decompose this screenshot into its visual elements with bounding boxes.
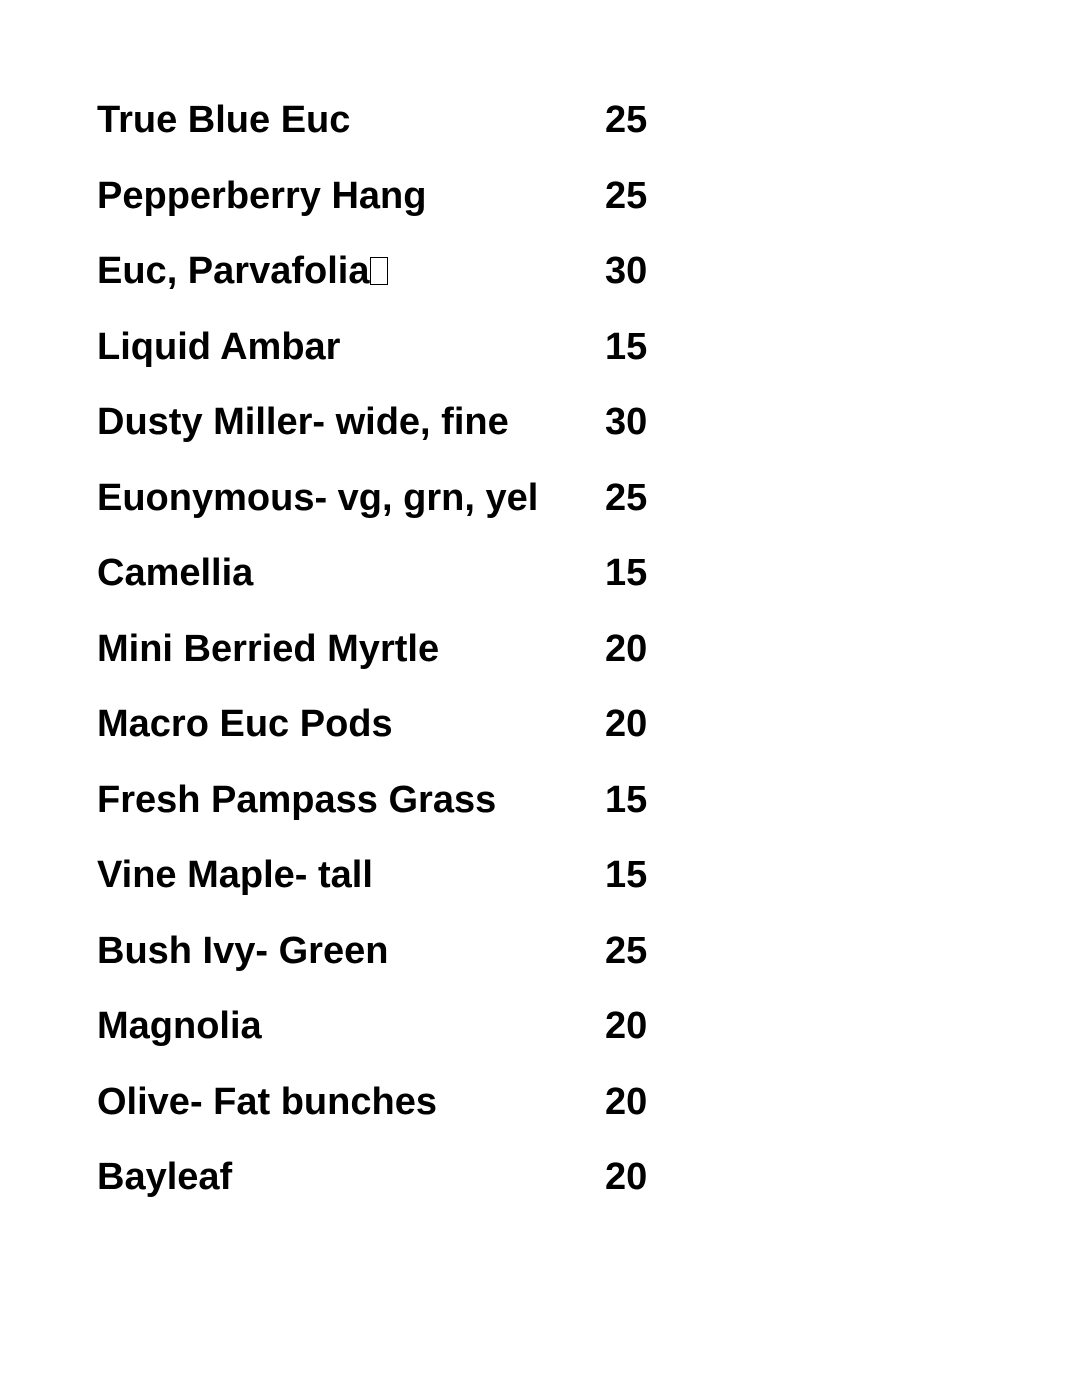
item-price: 15	[605, 325, 648, 368]
item-price: 25	[605, 174, 648, 217]
list-item	[97, 775, 697, 851]
list-item	[97, 548, 697, 624]
item-price: 15	[605, 778, 648, 821]
item-price: 25	[605, 929, 648, 972]
item-name: Magnolia	[97, 1005, 262, 1047]
list-item	[97, 322, 697, 398]
list-item	[97, 1152, 697, 1228]
item-price: 30	[605, 401, 648, 443]
list-item	[97, 1077, 697, 1153]
item-name: Olive- Fat bunches	[97, 1080, 437, 1123]
item-price: 20	[605, 1005, 648, 1047]
item-name: Macro Euc Pods	[97, 703, 393, 745]
item-name: True Blue Euc	[97, 99, 351, 141]
item-name: Euc, Parvafolia	[97, 250, 370, 292]
item-name: Euonymous- vg, grn, yel	[97, 476, 539, 519]
list-item	[97, 473, 697, 549]
price-list	[97, 95, 697, 1228]
list-item	[97, 850, 697, 926]
item-name-wrapper	[97, 246, 388, 296]
list-item	[97, 624, 697, 700]
item-price: 20	[605, 627, 648, 670]
item-name: Fresh Pampass Grass	[97, 778, 497, 821]
item-price: 20	[605, 703, 648, 745]
missing-glyph-box-icon	[370, 257, 388, 285]
list-item	[97, 246, 697, 322]
item-name: Liquid Ambar	[97, 325, 341, 368]
item-name: Bush Ivy- Green	[97, 929, 389, 972]
item-price: 25	[605, 99, 648, 141]
list-item	[97, 95, 697, 171]
item-price: 20	[605, 1156, 648, 1198]
item-name: Pepperberry Hang	[97, 174, 427, 217]
item-name: Dusty Miller- wide, fine	[97, 401, 509, 443]
item-price: 25	[605, 476, 648, 519]
item-name: Mini Berried Myrtle	[97, 627, 440, 670]
item-price: 30	[605, 250, 648, 292]
list-item	[97, 397, 697, 473]
item-price: 20	[605, 1080, 648, 1123]
item-price: 15	[605, 552, 648, 594]
list-item	[97, 699, 697, 775]
list-item	[97, 1001, 697, 1077]
item-name: Vine Maple- tall	[97, 854, 373, 896]
item-name: Camellia	[97, 552, 254, 594]
list-item	[97, 926, 697, 1002]
item-price: 15	[605, 854, 648, 896]
item-name: Bayleaf	[97, 1156, 233, 1198]
list-item	[97, 171, 697, 247]
